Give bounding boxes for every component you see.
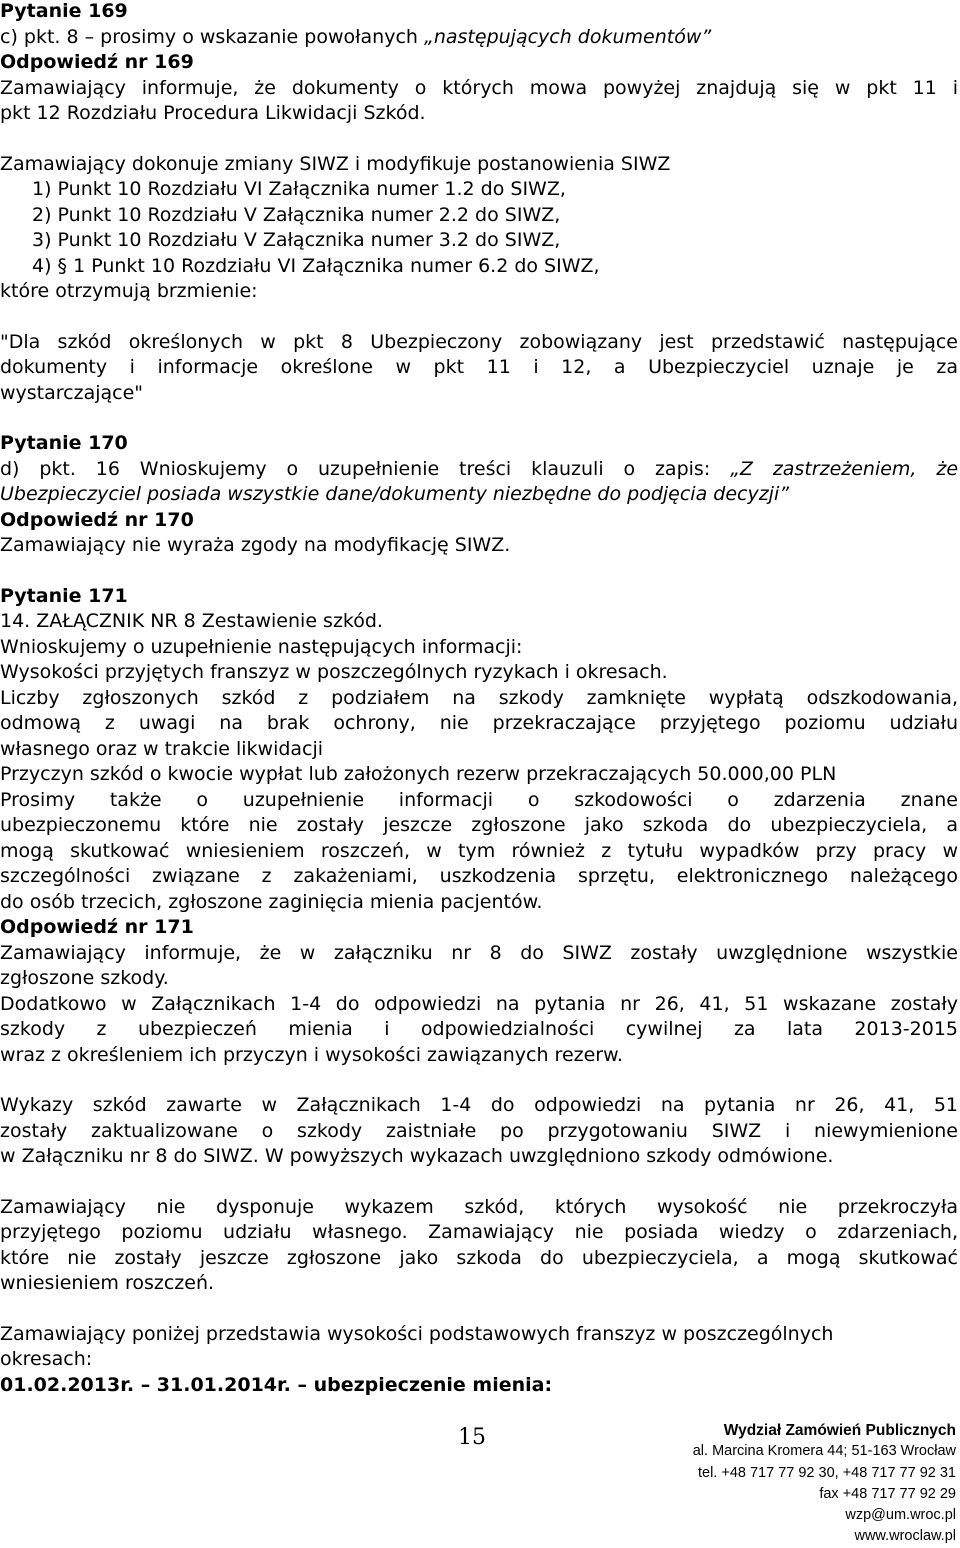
footer-email: wzp@um.wroc.pl — [845, 1507, 956, 1524]
answer-171-line: przyjętego poziomu udziału własnego. Zamawiający nie posiada wiedzy o zdarzeniach, — [0, 1221, 958, 1243]
answer-170-text: Zamawiający nie wyraża zgody na modyfikację SIWZ. — [0, 534, 511, 556]
question-171-line: szczególności związane z zakażeniami, uszkodzenia sprzętu, elektronicznego należącego — [0, 865, 958, 887]
modification-intro: Zamawiający dokonuje zmiany SIWZ i modyfikuje postanowienia SIWZ — [0, 152, 671, 175]
answer-171-heading: Odpowiedź nr 171 — [0, 916, 194, 938]
quoted-provision-line: wystarczające" — [0, 381, 144, 404]
answer-171-line: Wykazy szkód zawarte w Załącznikach 1-4 do odpowiedzi na pytania nr 26, 41, 51 — [0, 1094, 958, 1116]
answer-169-line: Zamawiający informuje, że dokumenty o których mowa powyżej znajdują się w pkt 11 i — [0, 76, 958, 99]
answer-169-line: pkt 12 Rozdziału Procedura Likwidacji Szkód. — [0, 102, 426, 124]
question-171-line: własnego oraz w trakcie likwidacji — [0, 737, 324, 760]
question-170-italic-line: Ubezpieczyciel posiada wszystkie dane/dokumenty niezbędne do podjęcia decyzji” — [0, 483, 790, 505]
footer-contact-block — [656, 1420, 956, 1548]
answer-171-line: Dodatkowo w Załącznikach 1-4 do odpowiedzi na pytania nr 26, 41, 51 wskazane zostały — [0, 992, 958, 1015]
question-170-prefix: d) pkt. 16 Wnioskujemy o uzupełnienie treści klauzuli o zapis: — [0, 457, 731, 480]
quoted-provision-line: dokumenty i informacje określone w pkt 11 i 12, a Ubezpieczyciel uznaje je za — [0, 356, 958, 378]
answer-171-line: Zamawiający poniżej przedstawia wysokości podstawowych franszyz w poszczególnych — [0, 1322, 834, 1345]
quoted-provision-line: "Dla szkód określonych w pkt 8 Ubezpieczony zobowiązany jest przedstawić następujące — [0, 330, 958, 353]
modification-item: 2) Punkt 10 Rozdziału V Załącznika numer 2.2 do SIWZ, — [32, 203, 561, 226]
question-169-text — [0, 25, 958, 51]
footer-office-name: Wydział Zamówień Publicznych — [723, 1422, 956, 1439]
page-number: 15 — [458, 1425, 486, 1450]
question-169-prefix: c) pkt. 8 – prosimy o wskazanie powołanych — [0, 25, 424, 48]
question-171-line: mogą skutkować wniesieniem roszczeń, w tym również z tytułu wypadków przy pracy w — [0, 839, 958, 862]
answer-171-line: zgłoszone szkody. — [0, 967, 169, 989]
question-170-italic: „Z zastrzeżeniem, że — [730, 457, 959, 480]
answer-171-line: szkody z ubezpieczeń mienia i odpowiedzialności cywilnej za lata 2013-2015 — [0, 1018, 958, 1040]
question-169-heading: Pytanie 169 — [0, 0, 128, 22]
answer-170-heading: Odpowiedź nr 170 — [0, 508, 194, 531]
modification-list — [0, 177, 958, 279]
modification-item: 1) Punkt 10 Rozdziału VI Załącznika numer 1.2 do SIWZ, — [32, 178, 566, 200]
question-171-heading: Pytanie 171 — [0, 584, 128, 607]
answer-171-line: wniesieniem roszczeń. — [0, 1272, 215, 1294]
answer-171-line: które nie zostały jeszcze zgłoszone jako szkoda do ubezpieczyciela, a mogą skutkować — [0, 1246, 958, 1269]
question-171-line: Prosimy także o uzupełnienie informacji o szkodowości o zdarzenia znane — [0, 788, 958, 811]
question-171-line: Liczby zgłoszonych szkód z podziałem na szkody zamknięte wypłatą odszkodowania, — [0, 686, 958, 709]
question-171-line: Wysokości przyjętych franszyz w poszczególnych ryzykach i okresach. — [0, 661, 668, 683]
answer-171-line: Zamawiający nie dysponuje wykazem szkód, których wysokość nie przekroczyła — [0, 1195, 958, 1218]
answer-171-line: okresach: — [0, 1348, 93, 1370]
question-171-line: Wnioskujemy o uzupełnienie następujących informacji: — [0, 635, 523, 658]
insurance-period-heading: 01.02.2013r. – 31.01.2014r. – ubezpieczenie mienia: — [0, 1373, 553, 1396]
question-169-italic: „następujących dokumentów” — [424, 25, 712, 48]
modification-item: 4) § 1 Punkt 10 Rozdziału VI Załącznika numer 6.2 do SIWZ, — [32, 254, 600, 277]
question-171-line: do osób trzecich, zgłoszone zaginięcia mienia pacjentów. — [0, 890, 543, 913]
answer-169-heading: Odpowiedź nr 169 — [0, 51, 194, 73]
question-170-text — [0, 457, 958, 483]
question-171-line: ubezpieczonemu które nie zostały jeszcze zgłoszone jako szkoda do ubezpieczyciela, a — [0, 814, 958, 836]
footer-address: al. Marcina Kromera 44; 51-163 Wrocław — [692, 1443, 956, 1460]
footer-tel: tel. +48 717 77 92 30, +48 717 77 92 31 — [697, 1464, 956, 1481]
answer-171-line: wraz z określeniem ich przyczyn i wysokości zawiązanych rezerw. — [0, 1043, 623, 1066]
question-171-line: 14. ZAŁĄCZNIK NR 8 Zestawienie szkód. — [0, 610, 383, 632]
answer-171-line: w Załączniku nr 8 do SIWZ. W powyższych wykazach uwzględniono szkody odmówione. — [0, 1145, 834, 1167]
question-171-line: odmową z uwagi na brak ochrony, nie przekraczające przyjętego poziomu udziału — [0, 712, 958, 734]
modification-item: 3) Punkt 10 Rozdziału V Załącznika numer 3.2 do SIWZ, — [32, 229, 561, 251]
answer-171-line: zostały zaktualizowane o szkody zaistniałe po przygotowaniu SIWZ i niewymienione — [0, 1119, 958, 1142]
answer-171-line: Zamawiający informuje, że w załączniku nr 8 do SIWZ zostały uwzględnione wszystkie — [0, 941, 958, 964]
footer-fax: fax +48 717 77 92 29 — [819, 1485, 956, 1502]
question-170-heading: Pytanie 170 — [0, 432, 128, 454]
footer-website: www.wroclaw.pl — [854, 1528, 956, 1545]
modification-outro: które otrzymują brzmienie: — [0, 280, 258, 302]
question-171-line: Przyczyn szkód o kwocie wypłat lub założonych rezerw przekraczających 50.000,00 PLN — [0, 763, 837, 785]
